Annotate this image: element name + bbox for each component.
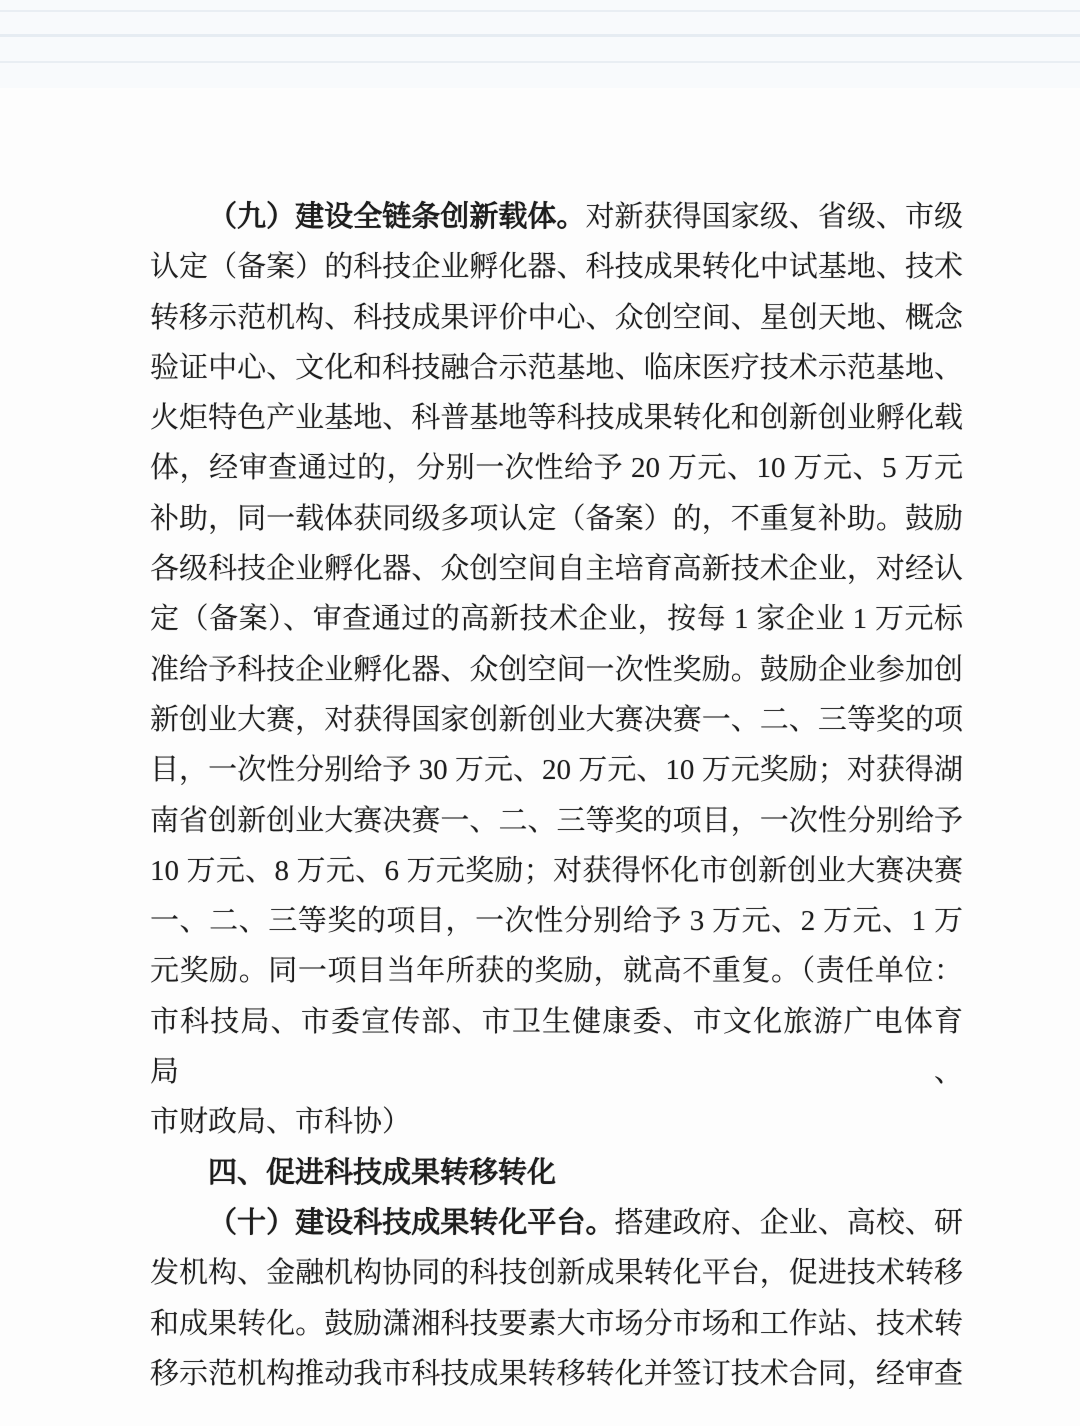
text-line [150, 393, 963, 443]
text-line [150, 1148, 963, 1198]
text-line [150, 1349, 963, 1399]
line-text: 验证中心、文化和科技融合示范基地、临床医疗技术示范基地、 [150, 351, 963, 384]
line-text: 市科技局、市委宣传部、市卫生健康委、市文化旅游广电体育局、 [150, 1005, 963, 1089]
text-line [150, 494, 963, 544]
bold-heading-text: （十）建设科技成果转化平台。 [208, 1206, 615, 1239]
scan-artifact-stripe [0, 61, 1080, 63]
text-line [150, 846, 963, 896]
line-text: 各级科技企业孵化器、众创空间自主培育高新技术企业，对经认 [150, 553, 963, 586]
text-line [150, 745, 963, 795]
line-text: 市财政局、市科协） [150, 1106, 412, 1139]
line-text: 认定（备案）的科技企业孵化器、科技成果转化中试基地、技术 [150, 251, 963, 284]
text-line [150, 896, 963, 946]
line-text: 火炬特色产业基地、科普基地等科技成果转化和创新创业孵化载 [150, 402, 963, 435]
text-line [150, 293, 963, 343]
text-line [150, 242, 963, 292]
line-text: 转移示范机构、科技成果评价中心、众创空间、星创天地、概念 [150, 301, 963, 334]
text-line [150, 443, 963, 493]
scan-artifact-stripe [0, 34, 1080, 37]
line-text: 10 万元、8 万元、6 万元奖励；对获得怀化市创新创业大赛决赛 [150, 854, 963, 887]
scan-artifact-band [0, 0, 1080, 88]
line-text: 移示范机构推动我市科技成果转移转化并签订技术合同，经审查 [150, 1357, 963, 1390]
text-line [150, 997, 963, 1098]
text-line [150, 1299, 963, 1349]
text-line [150, 796, 963, 846]
text-line [150, 695, 963, 745]
line-text: 目，一次性分别给予 30 万元、20 万元、10 万元奖励；对获得湖 [150, 754, 963, 787]
text-line [150, 343, 963, 393]
line-text: 对新获得国家级、省级、市级 [585, 201, 963, 233]
text-line [150, 1097, 963, 1147]
text-line [150, 946, 963, 996]
line-text: 南省创新创业大赛决赛一、二、三等奖的项目，一次性分别给予 [150, 804, 963, 837]
text-line [150, 1198, 963, 1248]
line-text: 元奖励。同一项目当年所获的奖励，就高不重复。（责任单位： [150, 955, 963, 988]
line-text: 搭建政府、企业、高校、研 [614, 1206, 963, 1239]
scan-artifact-stripe [0, 10, 1080, 12]
line-text: 准给予科技企业孵化器、众创空间一次性奖励。鼓励企业参加创 [150, 653, 963, 686]
text-line [150, 192, 963, 242]
line-text: 发机构、金融机构协同的科技创新成果转化平台，促进技术转移 [150, 1257, 963, 1290]
text-line [150, 1248, 963, 1298]
line-text: 新创业大赛，对获得国家创新创业大赛决赛一、二、三等奖的项 [150, 703, 963, 736]
line-text: 一、二、三等奖的项目，一次性分别给予 3 万元、2 万元、1 万 [150, 905, 963, 938]
line-text: 和成果转化。鼓励潇湘科技要素大市场分市场和工作站、技术转 [150, 1307, 963, 1340]
line-text: 补助，同一载体获同级多项认定（备案）的，不重复补助。鼓励 [150, 502, 963, 535]
text-line [150, 594, 963, 644]
text-line [150, 544, 963, 594]
bold-heading-text: 四、促进科技成果转移转化 [208, 1156, 557, 1189]
document-text [150, 192, 963, 1399]
line-text: 体，经审查通过的，分别一次性给予 20 万元、10 万元、5 万元 [150, 452, 963, 485]
bold-heading-text: （九）建设全链条创新载体。 [208, 201, 586, 233]
line-text: 定（备案）、审查通过的高新技术企业，按每 1 家企业 1 万元标 [150, 603, 963, 636]
text-line [150, 645, 963, 695]
